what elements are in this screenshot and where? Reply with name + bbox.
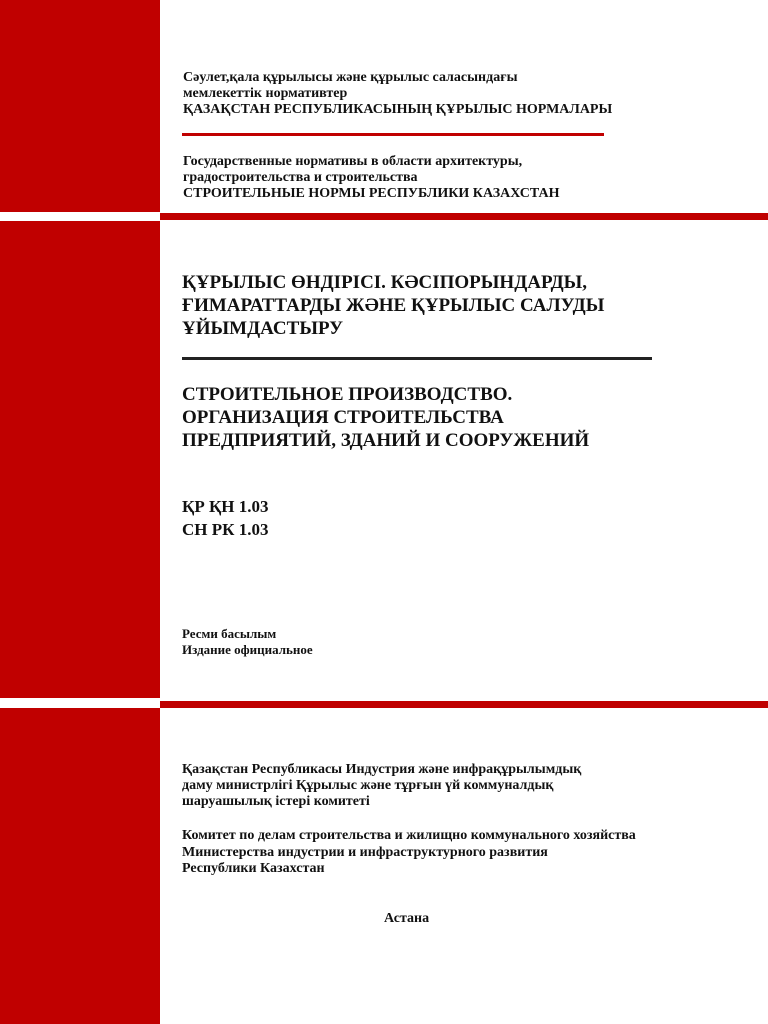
red-panel-top bbox=[0, 0, 160, 212]
header-ru-line1: Государственные нормативы в области архитектуры, bbox=[183, 154, 523, 169]
header-red-rule bbox=[182, 133, 604, 136]
title-divider bbox=[182, 357, 652, 360]
header-ru-line3: СТРОИТЕЛЬНЫЕ НОРМЫ РЕСПУБЛИКИ КАЗАХСТАН bbox=[183, 186, 560, 201]
title-kz-line1: ҚҰРЫЛЫС ӨНДІРІСІ. КӘСІПОРЫНДАРДЫ, bbox=[182, 272, 588, 293]
title-kz-line3: ҰЙЫМДАСТЫРУ bbox=[182, 318, 344, 339]
header-ru-line2: градостроительства и строительства bbox=[183, 170, 418, 185]
header-kz-line1: Сәулет,қала құрылысы және құрылыс саласындағы bbox=[183, 70, 518, 85]
publisher-kz-line2: даму министрлігі Құрылыс және тұрғын үй коммуналдық bbox=[182, 778, 554, 793]
code-kz: ҚР ҚН 1.03 bbox=[182, 497, 269, 516]
header-kz-line2: мемлекеттік нормативтер bbox=[183, 86, 348, 101]
title-ru-line3: ПРЕДПРИЯТИЙ, ЗДАНИЙ И СООРУЖЕНИЙ bbox=[182, 430, 590, 451]
publisher-ru-line2: Министерства индустрии и инфраструктурного развития bbox=[182, 845, 548, 860]
publisher-ru-line3: Республики Казахстан bbox=[182, 861, 325, 876]
edition-ru: Издание официальное bbox=[182, 642, 313, 657]
edition-kz: Ресми басылым bbox=[182, 626, 277, 641]
red-band-lower bbox=[160, 701, 768, 708]
red-panel-bottom bbox=[0, 708, 160, 1024]
header-kz-line3: ҚАЗАҚСТАН РЕСПУБЛИКАСЫНЫҢ ҚҰРЫЛЫС НОРМАЛАРЫ bbox=[183, 102, 613, 117]
publisher-kz-line3: шаруашылық істері комитеті bbox=[182, 794, 370, 809]
title-ru-line1: СТРОИТЕЛЬНОЕ ПРОИЗВОДСТВО. bbox=[182, 384, 513, 405]
red-panel-middle bbox=[0, 221, 160, 698]
code-ru: СН РК 1.03 bbox=[182, 520, 269, 539]
publisher-ru-line1: Комитет по делам строительства и жилищно коммунального хозяйства bbox=[182, 828, 636, 843]
title-ru-line2: ОРГАНИЗАЦИЯ СТРОИТЕЛЬСТВА bbox=[182, 407, 504, 428]
red-band-upper bbox=[160, 213, 768, 220]
publisher-kz-line1: Қазақстан Республикасы Индустрия және инфрақұрылымдық bbox=[182, 762, 582, 777]
publication-city: Астана bbox=[384, 911, 430, 926]
title-kz-line2: ҒИМАРАТТАРДЫ ЖӘНЕ ҚҰРЫЛЫС САЛУДЫ bbox=[182, 295, 605, 316]
